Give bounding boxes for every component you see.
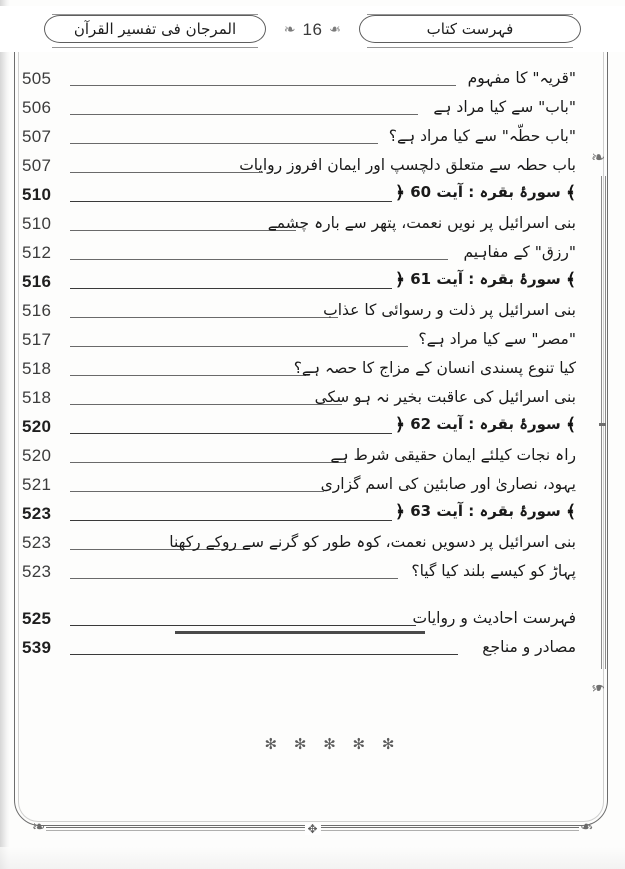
header-right-plate xyxy=(359,15,581,43)
toc-page-number: 523 xyxy=(22,562,52,581)
toc-leader-line xyxy=(70,654,458,655)
toc-page-number: 506 xyxy=(22,98,52,117)
toc-page-number: 525 xyxy=(22,609,52,628)
toc-row[interactable] xyxy=(22,178,578,207)
toc-leader-line xyxy=(70,143,378,144)
toc-entry-title: بنی اسرائیل پر ذلت و رسوائی کا عذاب xyxy=(323,301,576,320)
toc-page-number: 520 xyxy=(22,446,52,465)
header-left-rule-bottom xyxy=(52,47,258,48)
toc-page-number: 523 xyxy=(22,504,52,523)
toc-row[interactable] xyxy=(22,497,578,526)
toc-entry-title: فہرست احادیث و روایات xyxy=(412,609,576,628)
toc-leader-line xyxy=(70,201,392,202)
brace-open-icon: ﴾ xyxy=(566,270,576,291)
decorative-star-row: ✻ ✻ ✻ ✻ ✻ xyxy=(264,735,401,753)
toc-row[interactable] xyxy=(22,631,578,660)
scan-edge-bottom xyxy=(0,847,625,869)
toc-entry-title: یہود، نصاریٰ اور صابئین کی اسم گزاری xyxy=(320,475,576,494)
toc-leader-line xyxy=(70,172,263,173)
toc-section-label: سورۂ بقرہ : آیت 61 xyxy=(410,270,561,289)
toc-leader-line xyxy=(70,404,342,405)
toc-row[interactable] xyxy=(22,381,578,410)
toc-page-number: 510 xyxy=(22,214,52,233)
toc-leader-line xyxy=(70,114,418,115)
footer-ornament xyxy=(32,817,593,841)
toc-row[interactable] xyxy=(22,149,578,178)
footer-left-flourish-icon: ❧ xyxy=(32,817,46,836)
floral-ornament-right-icon: ❧ xyxy=(329,22,342,38)
toc-page-number: 516 xyxy=(22,272,52,291)
toc-page-number: 518 xyxy=(22,359,52,378)
toc-page-number: 517 xyxy=(22,330,52,349)
toc-section-label: سورۂ بقرہ : آیت 62 xyxy=(410,415,561,434)
toc-leader-line xyxy=(70,375,306,376)
toc-entry-title: پہاڑ کو کیسے بلند کیا گیا؟ xyxy=(411,562,576,581)
toc-leader-line xyxy=(70,625,416,626)
footer-center-knot-icon: ✥ xyxy=(304,823,320,835)
toc-entry-title: "باب" سے کیا مراد ہے xyxy=(433,98,576,117)
toc-row[interactable] xyxy=(22,439,578,468)
toc-leader-line xyxy=(70,520,392,521)
page-header xyxy=(0,6,625,52)
toc-row[interactable] xyxy=(22,91,578,120)
header-left-plate xyxy=(44,15,266,43)
brace-open-icon: ﴾ xyxy=(566,502,576,523)
toc-entry-title: باب حطہ سے متعلق دلچسپ اور ایمان افروز روایات xyxy=(239,156,576,175)
header-right-rule-bottom xyxy=(367,47,573,48)
toc-page-number: 520 xyxy=(22,417,52,436)
toc-row[interactable] xyxy=(22,120,578,149)
brace-close-icon: ﴿ xyxy=(395,183,406,204)
page-number-cluster xyxy=(284,20,341,40)
rail-midpoint-node xyxy=(599,423,606,426)
toc-row[interactable] xyxy=(22,294,578,323)
toc-section-heading xyxy=(392,503,578,526)
toc-entry-title: راہ نجات کیلئے ایمان حقیقی شرط ہے xyxy=(330,446,576,465)
toc-entry-title: "رزق" کے مفاہیم xyxy=(463,243,576,262)
page-number: 16 xyxy=(302,20,323,39)
toc-row[interactable] xyxy=(22,526,578,555)
toc-page-number: 518 xyxy=(22,388,52,407)
rail-top-flourish-icon: ❧ xyxy=(591,148,606,168)
toc-entry-title: "قریہ" کا مفہوم xyxy=(467,69,576,88)
toc-row[interactable] xyxy=(22,62,578,91)
brace-close-icon: ﴿ xyxy=(395,270,406,291)
brace-close-icon: ﴿ xyxy=(395,502,406,523)
toc-page-number: 523 xyxy=(22,533,52,552)
toc-row[interactable] xyxy=(22,352,578,381)
toc-row[interactable] xyxy=(22,602,578,631)
right-ornamental-rail xyxy=(591,148,609,697)
toc-entry-title: "باب حطّہ" سے کیا مراد ہے؟ xyxy=(388,127,576,146)
toc-entry-title: مصادر و مناجع xyxy=(482,638,576,657)
toc-leader-line xyxy=(70,85,456,86)
toc-row[interactable] xyxy=(22,323,578,352)
toc-section-label: سورۂ بقرہ : آیت 63 xyxy=(410,502,561,521)
toc-leader-line xyxy=(70,491,324,492)
table-of-contents xyxy=(22,62,578,660)
toc-row[interactable] xyxy=(22,555,578,584)
toc-page-number: 510 xyxy=(22,185,52,204)
toc-leader-line xyxy=(70,462,346,463)
toc-entry-title: بنی اسرائیل کی عاقبت بخیر نہ ہو سکی xyxy=(314,388,576,407)
toc-page-number: 505 xyxy=(22,69,52,88)
toc-page-number: 507 xyxy=(22,156,52,175)
toc-leader-line xyxy=(70,288,392,289)
toc-row[interactable] xyxy=(22,410,578,439)
toc-section-heading xyxy=(392,416,578,439)
toc-page-number: 516 xyxy=(22,301,52,320)
toc-page-number: 521 xyxy=(22,475,52,494)
floral-ornament-left-icon: ❧ xyxy=(283,22,296,38)
toc-entry-title: بنی اسرائیل پر دسویں نعمت، کوہ طور کو گرنے سے روکے رکھنا xyxy=(169,533,576,552)
toc-row[interactable] xyxy=(22,236,578,265)
toc-section-label: سورۂ بقرہ : آیت 60 xyxy=(410,183,561,202)
section-divider-rule xyxy=(175,631,425,634)
brace-open-icon: ﴾ xyxy=(566,415,576,436)
toc-leader-line xyxy=(70,317,338,318)
toc-leader-line xyxy=(70,433,392,434)
footer-right-flourish-icon: ❧ xyxy=(579,817,593,836)
toc-row[interactable] xyxy=(22,265,578,294)
book-title-arabic: المرجان فى تفسير القرآن xyxy=(73,20,237,38)
brace-close-icon: ﴿ xyxy=(395,415,406,436)
brace-open-icon: ﴾ xyxy=(566,183,576,204)
toc-row[interactable] xyxy=(22,207,578,236)
toc-page-number: 507 xyxy=(22,127,52,146)
toc-section-heading xyxy=(392,271,578,294)
toc-entry-title: "مصر" سے کیا مراد ہے؟ xyxy=(418,330,576,349)
toc-section-heading xyxy=(392,184,578,207)
toc-page-number: 539 xyxy=(22,638,52,657)
rail-bottom-flourish-icon: ❧ xyxy=(591,677,606,697)
toc-entry-title: بنی اسرائیل پر نویں نعمت، پتھر سے بارہ چشمے xyxy=(267,214,576,233)
toc-leader-line xyxy=(70,230,296,231)
toc-leader-line xyxy=(70,578,398,579)
toc-page-number: 512 xyxy=(22,243,52,262)
section-title-fihrist: فہرست کتاب xyxy=(426,20,514,38)
toc-row[interactable] xyxy=(22,468,578,497)
toc-leader-line xyxy=(70,259,448,260)
toc-entry-title: کیا تنوع پسندی انسان کے مزاج کا حصہ ہے؟ xyxy=(293,359,576,378)
toc-leader-line xyxy=(70,346,408,347)
